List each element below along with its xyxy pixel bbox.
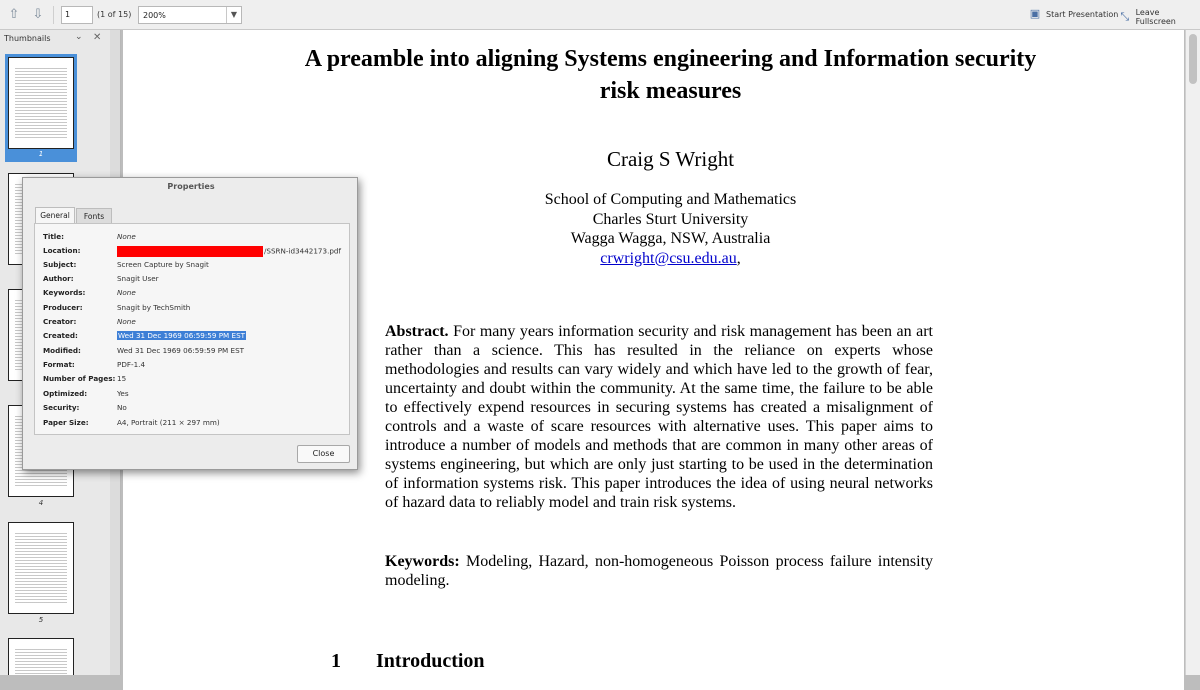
- property-value: 15: [117, 374, 127, 383]
- thumbnail-label: 5: [38, 616, 44, 624]
- property-label: Author:: [43, 274, 74, 283]
- start-presentation-button[interactable]: [1029, 8, 1118, 20]
- property-value: A4, Portrait (211 × 297 mm): [117, 418, 220, 427]
- redaction-bar: [117, 246, 263, 257]
- property-value: Snagit by TechSmith: [117, 303, 191, 312]
- property-row-modified: [43, 346, 343, 358]
- property-value: Wed 31 Dec 1969 06:59:59 PM EST: [117, 346, 245, 355]
- toolbar-separator: [53, 6, 54, 24]
- presentation-icon: ▣: [1029, 7, 1041, 20]
- property-label: Format:: [43, 360, 75, 369]
- properties-dialog: [22, 177, 358, 470]
- property-row-location: [43, 246, 343, 258]
- property-row-subject: [43, 260, 343, 272]
- property-value: Yes: [117, 389, 129, 398]
- page-count-label: (1 of 15): [97, 10, 132, 19]
- paper-author: Craig S Wright: [606, 147, 735, 171]
- paper-title: A preamble into aligning Systems engineering and Information security risk measures: [304, 46, 1037, 104]
- close-icon[interactable]: ✕: [93, 32, 102, 43]
- sidebar-title: Thumbnails: [4, 34, 51, 43]
- sidebar-header: [0, 30, 108, 46]
- document-scrollbar[interactable]: [1185, 30, 1200, 675]
- chevron-down-icon[interactable]: ⌄: [75, 32, 83, 42]
- property-row-paper-size: [43, 418, 343, 430]
- thumbnail-page-6[interactable]: [8, 638, 74, 675]
- abstract: [385, 322, 933, 512]
- property-row-optimized: [43, 389, 343, 401]
- paper-affiliation: [303, 190, 1038, 268]
- location-path: /SSRN-id3442173.pdf: [264, 246, 342, 256]
- property-value: None: [117, 288, 136, 297]
- keywords-label: Keywords:: [385, 553, 460, 570]
- general-panel: [34, 223, 350, 435]
- property-label: Paper Size:: [43, 418, 89, 427]
- property-row-keywords: [43, 288, 343, 300]
- close-button[interactable]: Close: [297, 445, 350, 463]
- property-row-producer: [43, 303, 343, 315]
- thumbnail-page-1[interactable]: [8, 57, 74, 149]
- affiliation-line: Wagga Wagga, NSW, Australia: [570, 230, 771, 247]
- property-label: Location:: [43, 246, 81, 255]
- property-value: None: [117, 317, 136, 326]
- property-value: Snagit User: [117, 274, 159, 283]
- property-label: Creator:: [43, 317, 77, 326]
- email-suffix: ,: [736, 249, 741, 267]
- zoom-select[interactable]: [138, 6, 242, 24]
- property-label: Producer:: [43, 303, 83, 312]
- previous-page-icon[interactable]: ⇧: [8, 7, 20, 22]
- property-row-pages: [43, 374, 343, 386]
- next-page-icon[interactable]: ⇩: [32, 7, 44, 22]
- toolbar: [0, 0, 1200, 30]
- leave-fullscreen-label: Leave Fullscreen: [1135, 8, 1176, 26]
- property-label: Modified:: [43, 346, 81, 355]
- thumbnail-label: 1: [38, 150, 44, 158]
- thumbnail-page-5[interactable]: [8, 522, 74, 614]
- scrollbar-thumb[interactable]: [1189, 34, 1197, 84]
- property-row-author: [43, 274, 343, 286]
- property-value: No: [117, 403, 127, 412]
- property-label: Created:: [43, 331, 78, 340]
- start-presentation-label: Start Presentation: [1046, 9, 1119, 19]
- tab-general[interactable]: General: [35, 207, 75, 223]
- property-label: Title:: [43, 232, 65, 241]
- section-number: 1: [331, 650, 341, 672]
- property-row-title: [43, 232, 343, 244]
- property-label: Number of Pages:: [43, 374, 116, 383]
- abstract-text: For many years information security and risk management has been an art rather than a science. This has resulted in the reliance on experts whose methodologies and results can vary widely and which have led to the growth of fear, uncertainty and doubt within the community. At the same time, the failure to be able to effectively expend resources in securing systems has created a misalignment of controls and a waste of scare resources with alternative uses. This paper aims to introduce a number of models and methods that are common in many other areas of systems engineering, but which are only just starting to be used in the determination of information systems risk. This paper introduces the idea of using neural networks of hazard data to reliably model and train risk systems.: [385, 323, 933, 511]
- property-row-format: [43, 360, 343, 372]
- property-row-created: [43, 331, 343, 343]
- chevron-down-icon[interactable]: ▼: [226, 7, 241, 23]
- leave-fullscreen-button[interactable]: [1119, 8, 1200, 26]
- property-value: None: [117, 232, 136, 241]
- thumbnail-label: 4: [38, 499, 44, 507]
- property-row-security: [43, 403, 343, 415]
- property-label: Optimized:: [43, 389, 88, 398]
- affiliation-line: School of Computing and Mathematics: [544, 191, 797, 208]
- property-label: Subject:: [43, 260, 77, 269]
- keywords-text: Modeling, Hazard, non-homogeneous Poisson process failure intensity modeling.: [385, 553, 934, 589]
- property-label: Keywords:: [43, 288, 86, 297]
- dialog-title: Properties: [167, 182, 215, 191]
- email-link[interactable]: crwright@csu.edu.au: [600, 249, 737, 267]
- section-title: Introduction: [376, 650, 485, 672]
- page-number-input[interactable]: 1: [61, 6, 93, 24]
- property-value: PDF-1.4: [117, 360, 146, 369]
- leave-fullscreen-icon: ⤡: [1120, 10, 1130, 23]
- property-label: Security:: [43, 403, 80, 412]
- abstract-label: Abstract.: [385, 323, 449, 340]
- property-value: [117, 246, 341, 257]
- property-value-selected[interactable]: Wed 31 Dec 1969 06:59:59 PM EST: [118, 331, 246, 340]
- property-row-creator: [43, 317, 343, 329]
- keywords: [385, 552, 933, 590]
- zoom-value: 200%: [143, 11, 166, 20]
- property-value: Screen Capture by Snagit: [117, 260, 209, 269]
- affiliation-line: Charles Sturt University: [592, 210, 749, 228]
- tab-fonts[interactable]: Fonts: [76, 208, 112, 223]
